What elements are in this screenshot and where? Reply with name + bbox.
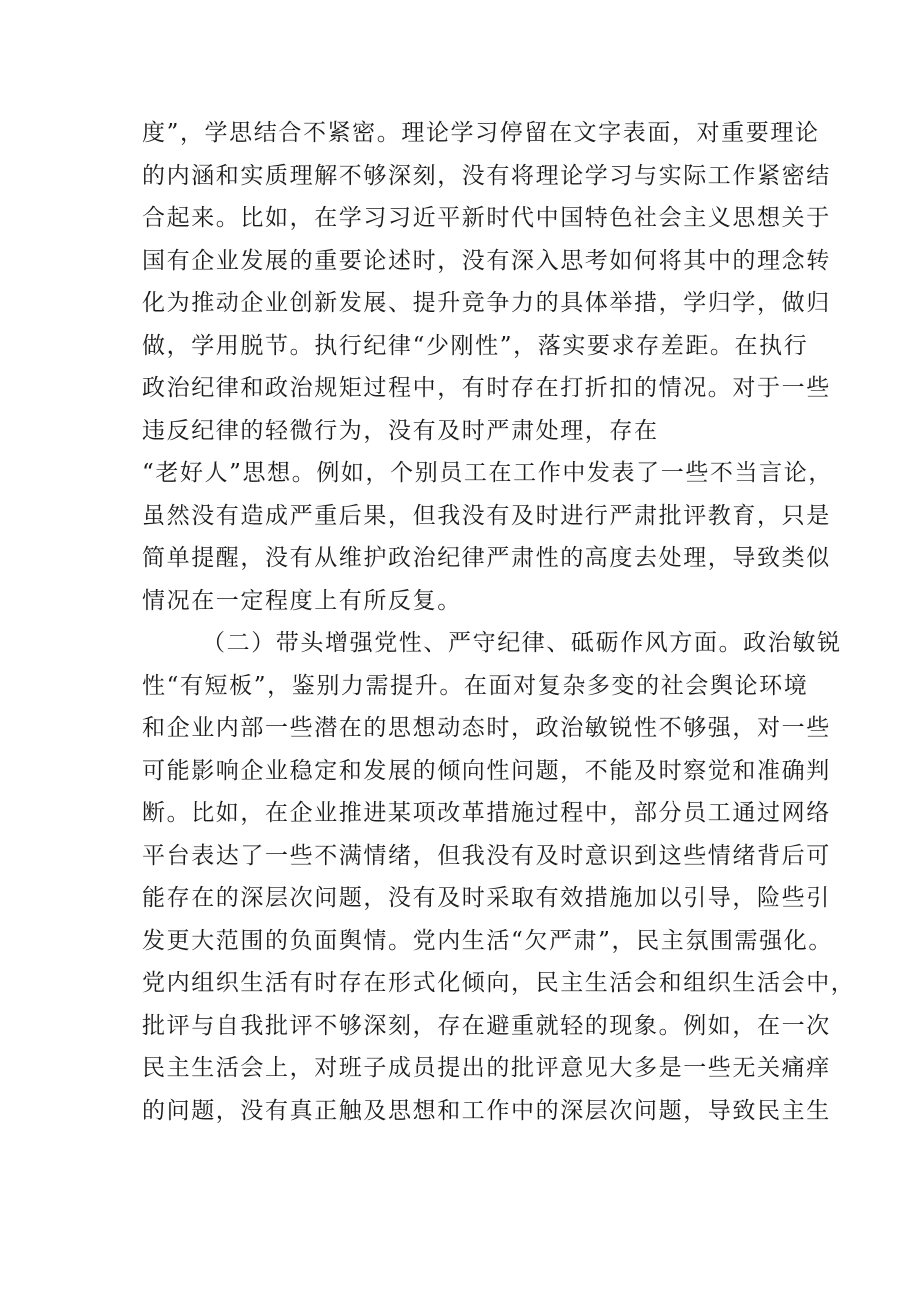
text-line: 能存在的深层次问题，没有及时采取有效措施加以引导，险些引 (142, 885, 831, 911)
text-line: 发更大范围的负面舆情。党内生活“欠严肃”，民主氛围需强化。 (142, 927, 833, 954)
text-line: 断。比如，在企业推进某项改革措施过程中，部分员工通过网络 (142, 800, 831, 826)
text-line: 合起来。比如，在学习习近平新时代中国特色社会主义思想关于 (142, 205, 831, 231)
text-line: 的问题，没有真正触及思想和工作中的深层次问题，导致民主生 (142, 1097, 831, 1124)
text-line: 虽然没有造成严重后果，但我没有及时进行严肃批评教育，只是 (142, 502, 831, 529)
text-line: 国有企业发展的重要论述时，没有深入思考如何将其中的理念转 (142, 247, 831, 274)
text-line: 简单提醒，没有从维护政治纪律严肃性的高度去处理，导致类似 (142, 545, 831, 571)
text-line: 违反纪律的轻微行为，没有及时严肃处理，存在 (142, 417, 659, 444)
section-heading-line: （二）带头增强党性、严守纪律、砥砺作风方面。政治敏锐 (202, 630, 842, 656)
text-line: 民主生活会上，对班子成员提出的批评意见大多是一些无关痛痒 (142, 1055, 831, 1081)
text-line: 化为推动企业创新发展、提升竞争力的具体举措，学归学，做归 (142, 290, 831, 316)
text-line: 和企业内部一些潜在的思想动态时，政治敏锐性不够强，对一些 (142, 715, 831, 741)
text-line: 度”，学思结合不紧密。理论学习停留在文字表面，对重要理论 (142, 120, 820, 146)
text-line: 做，学用脱节。执行纪律“少刚性”，落实要求存差距。在执行 (142, 332, 809, 359)
text-line: “老好人”思想。例如，个别员工在工作中发表了一些不当言论， (142, 460, 833, 486)
text-line: 性“有短板”，鉴别力需提升。在面对复杂多变的社会舆论环境 (142, 672, 809, 699)
text-line: 可能影响企业稳定和发展的倾向性问题，不能及时察觉和准确判 (142, 757, 831, 784)
text-line: 党内组织生活有时存在形式化倾向，民主生活会和组织生活会中， (142, 970, 856, 996)
text-line: 平台表达了一些不满情绪，但我没有及时意识到这些情绪背后可 (142, 842, 831, 869)
document-body (142, 112, 856, 1132)
text-line: 批评与自我批评不够深刻，存在避重就轻的现象。例如，在一次 (142, 1012, 831, 1039)
text-line-paragraph-end: 情况在一定程度上有所反复。 (142, 587, 462, 614)
text-line: 政治纪律和政治规矩过程中，有时存在打折扣的情况。对于一些 (142, 375, 831, 401)
text-line: 的内涵和实质理解不够深刻，没有将理论学习与实际工作紧密结 (142, 162, 831, 189)
